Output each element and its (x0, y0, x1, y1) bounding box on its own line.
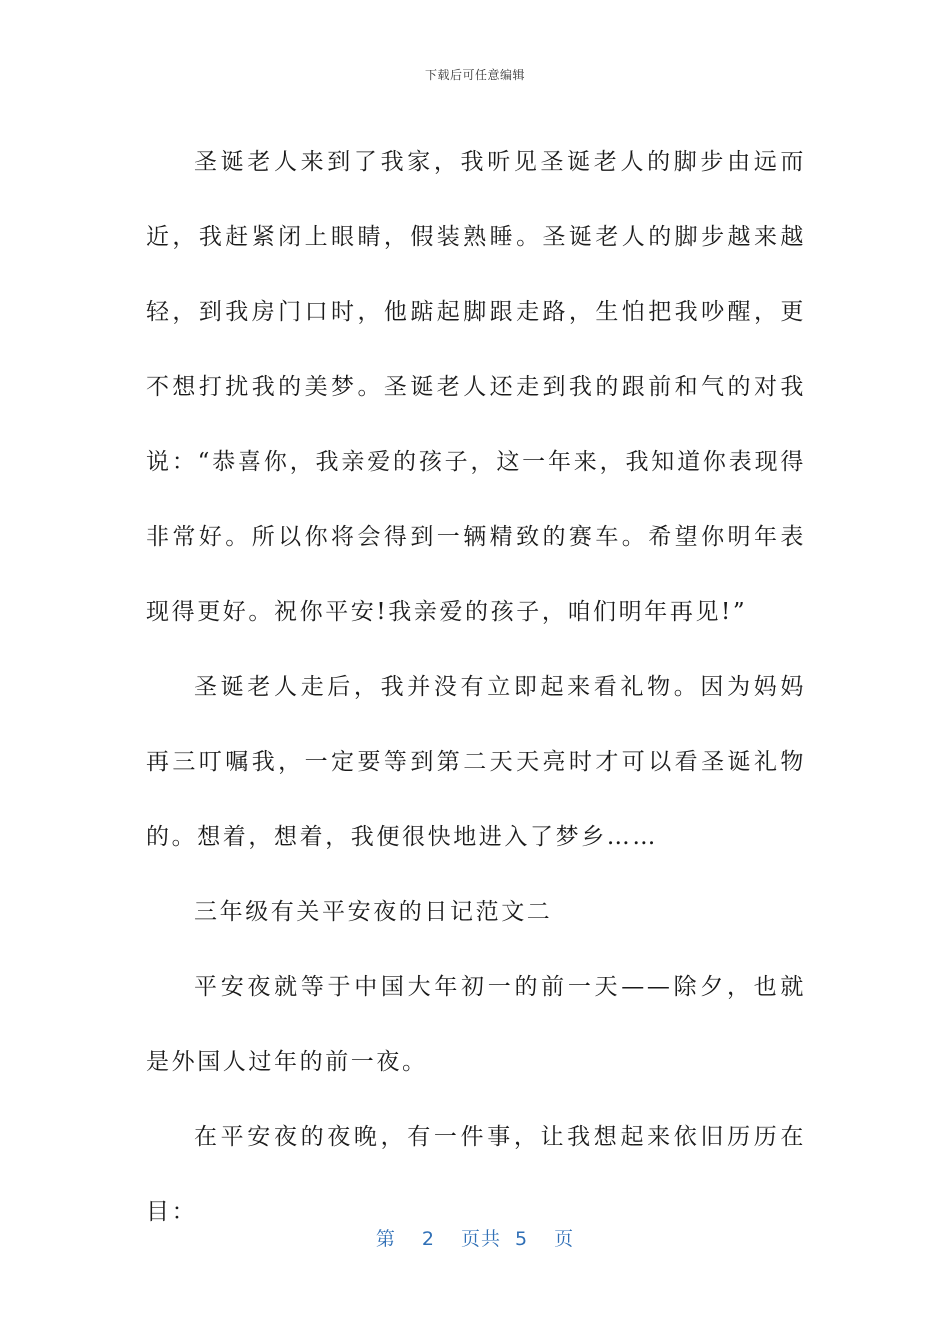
footer-page-suffix: 页 (554, 1228, 575, 1250)
footer-page-mid: 页共 (460, 1228, 501, 1250)
document-body (146, 125, 806, 1250)
page-footer (0, 1224, 950, 1251)
footer-total-pages: 5 (515, 1228, 529, 1250)
paragraph-christmas-eve: 平安夜就等于中国大年初一的前一天——除夕，也就是外国人过年的前一夜。 (146, 974, 806, 1075)
section-heading: 三年级有关平安夜的日记范文二 (194, 899, 553, 925)
header-note: 下载后可任意编辑 (424, 68, 525, 82)
paragraph-after-santa: 圣诞老人走后，我并没有立即起来看礼物。因为妈妈再三叮嘱我，一定要等到第二天天亮时才可以看圣诞礼物的。想着，想着，我便很快地进入了梦乡…… (146, 674, 806, 850)
footer-page-prefix: 第 (375, 1228, 396, 1250)
paragraph-memory: 在平安夜的夜晚，有一件事，让我想起来依旧历历在目： (146, 1124, 806, 1225)
paragraph-santa-visit: 圣诞老人来到了我家，我听见圣诞老人的脚步由远而近，我赶紧闭上眼睛，假装熟睡。圣诞老人的脚步越来越轻，到我房门口时，他踮起脚跟走路，生怕把我吵醒，更不想打扰我的美梦。圣诞老人还走到我的跟前和气的对我说：“恭喜你，我亲爱的孩子，这一年来，我知道你表现得非常好。所以你将会得到一辆精致的赛车。希望你明年表现得更好。祝你平安!我亲爱的孩子，咱们明年再见!” (146, 149, 806, 625)
footer-current-page: 2 (421, 1228, 435, 1250)
